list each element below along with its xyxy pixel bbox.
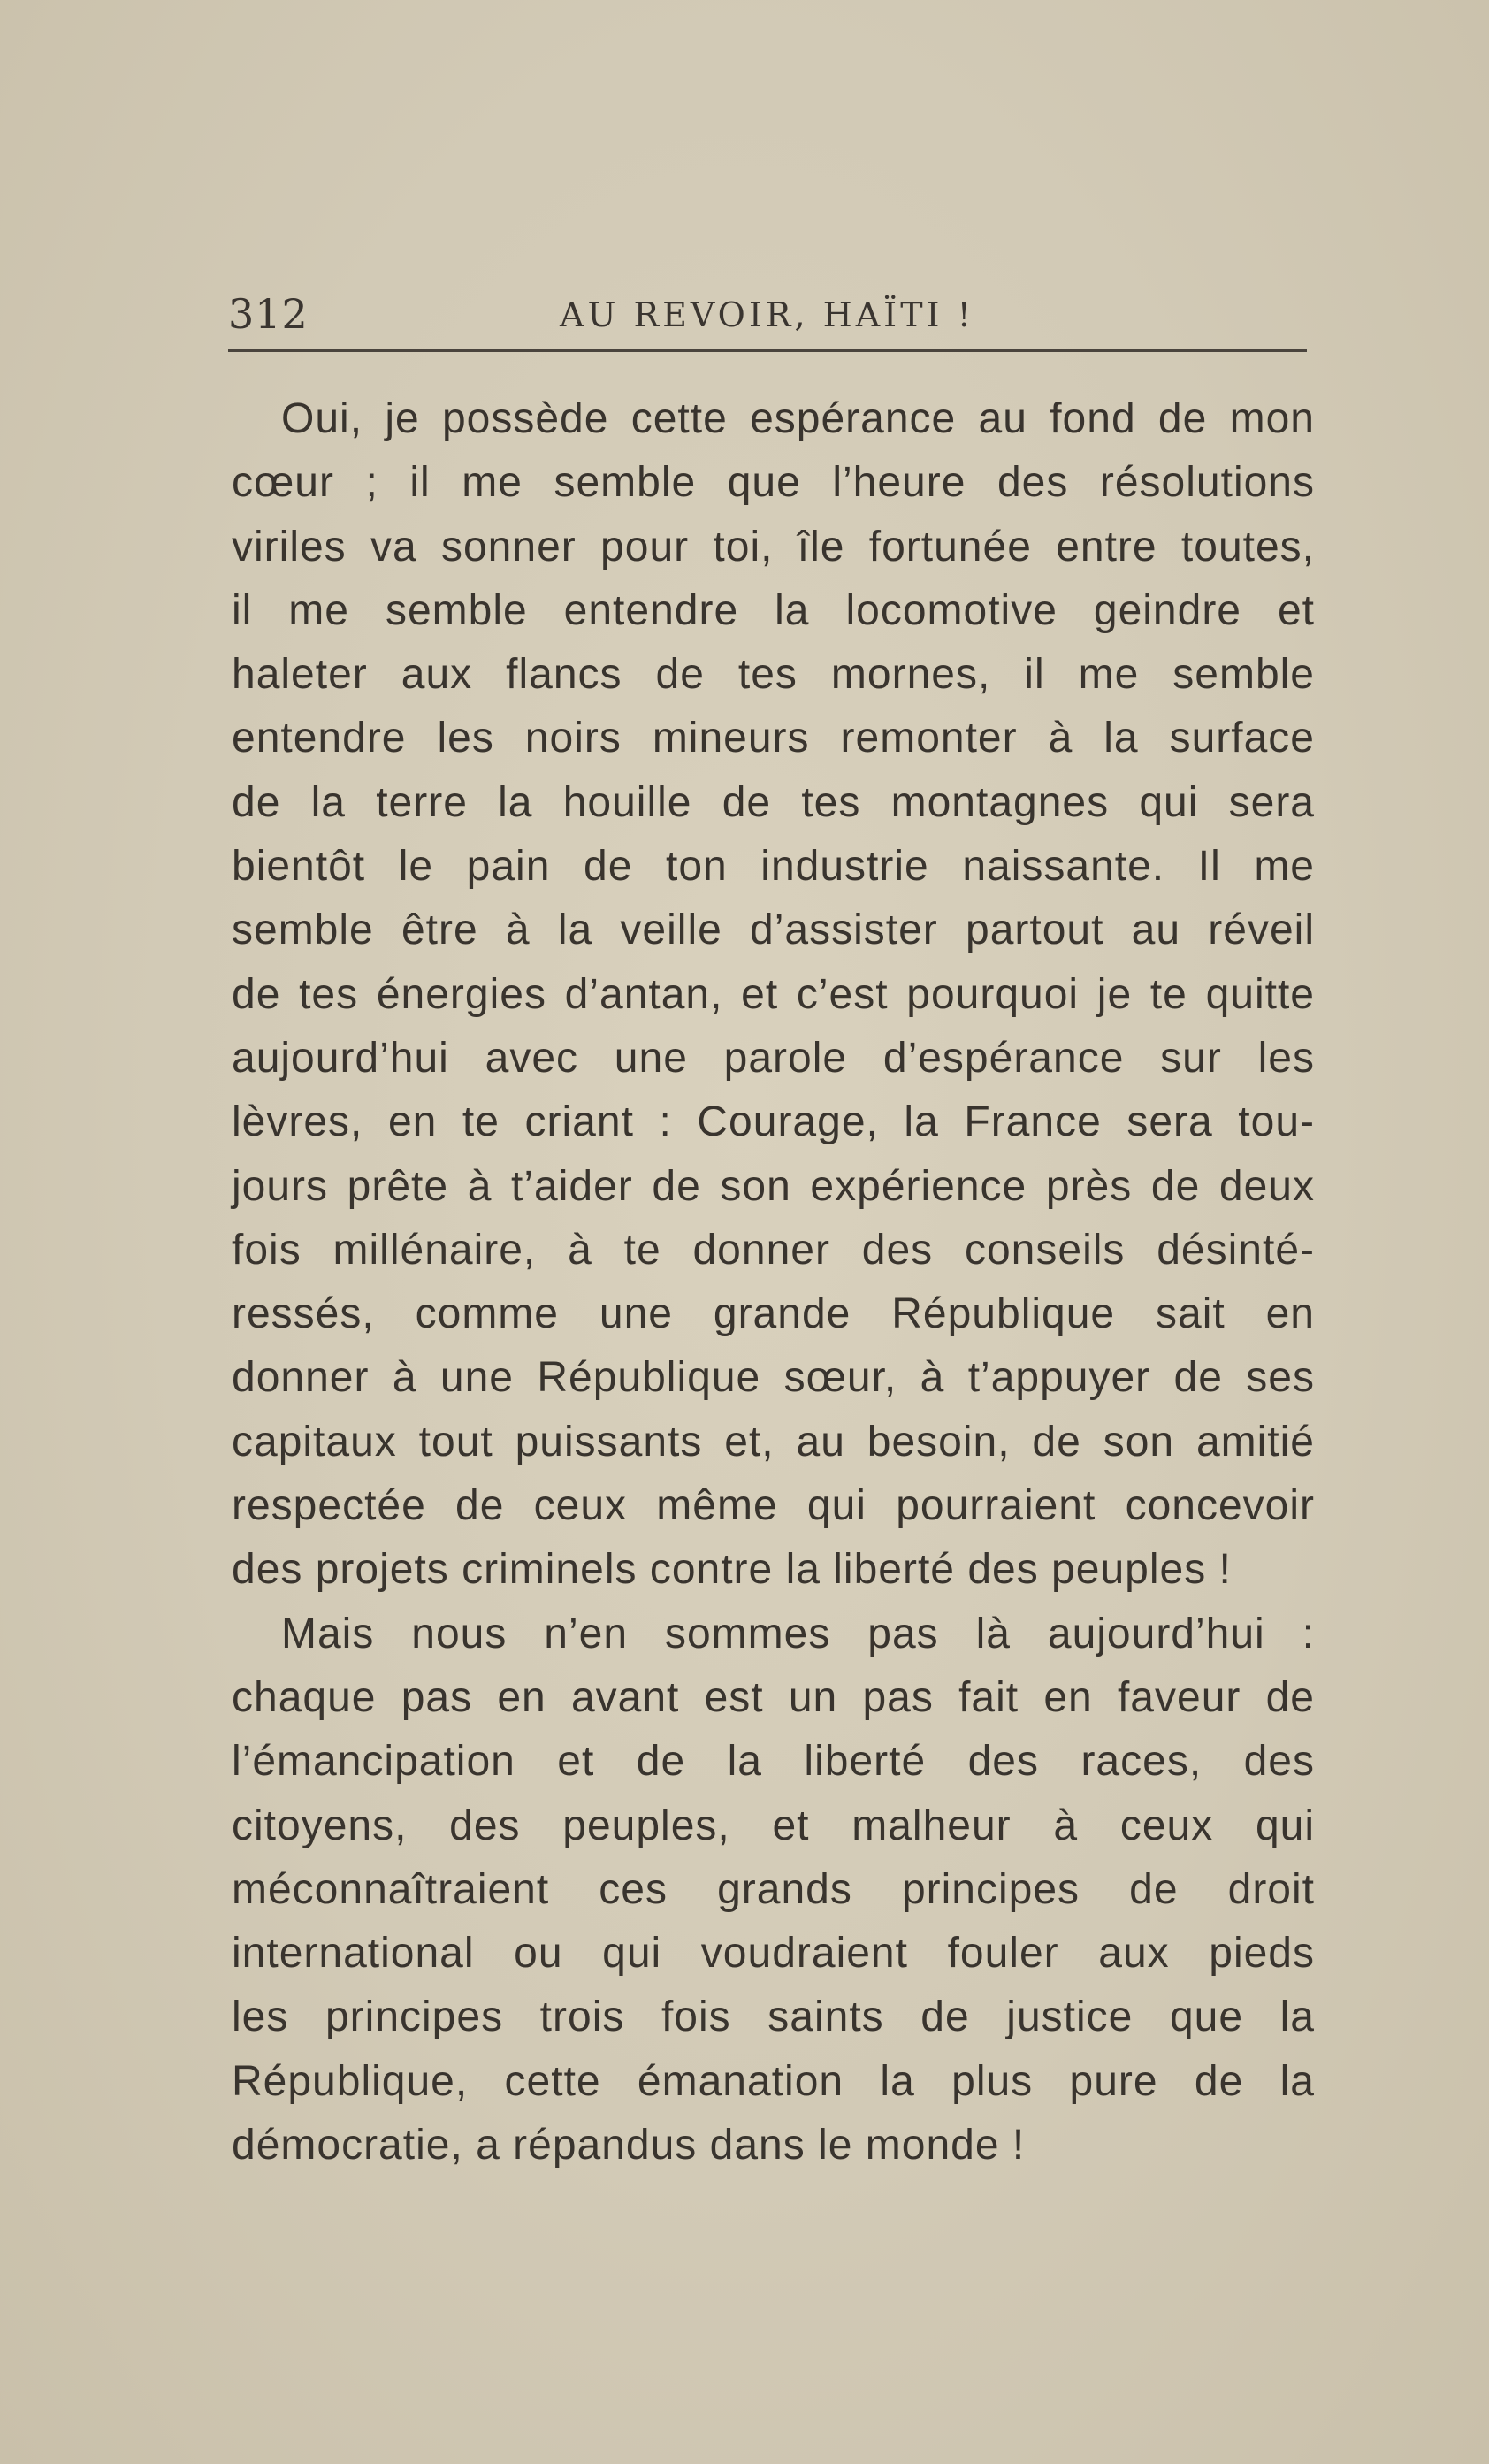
text-line: des projets criminels contre la liberté des peuples ! [232, 1546, 1232, 1594]
text-line: méconnaîtraient ces grands principes de droit [232, 1865, 1315, 1913]
running-title: AU REVOIR, HAÏTI ! [560, 295, 974, 334]
text-line: aujourd’hui avec une parole d’espérance sur les [232, 1034, 1315, 1082]
text-line: haleter aux flancs de tes mornes, il me semble [232, 651, 1315, 699]
text-line: démocratie, a répandus dans le monde ! [232, 2122, 1026, 2169]
text-line: capitaux tout puissants et, au besoin, de son amitié [232, 1418, 1315, 1465]
text-line: entendre les noirs mineurs remonter à la surface [232, 715, 1315, 762]
text-line: les principes trois fois saints de justice que la [232, 1993, 1315, 2041]
header-rule [228, 349, 1307, 352]
text-line: cœur ; il me semble que l’heure des résolutions [232, 459, 1315, 507]
text-line: l’émancipation et de la liberté des races, des [232, 1738, 1315, 1786]
text-line: de tes énergies d’antan, et c’est pourquoi je te quitte [232, 970, 1315, 1018]
text-line: chaque pas en avant est un pas fait en faveur de [232, 1673, 1315, 1721]
text-line: Mais nous n’en sommes pas là aujourd’hui : [281, 1610, 1315, 1657]
body-text [232, 387, 1315, 2177]
text-line: donner à une République sœur, à t’appuyer de ses [232, 1354, 1315, 1402]
text-line: il me semble entendre la locomotive geindre et [232, 586, 1315, 634]
text-line: de la terre la houille de tes montagnes qui sera [232, 778, 1315, 826]
text-line: semble être à la veille d’assister partout au réveil [232, 907, 1315, 954]
text-line: Oui, je possède cette espérance au fond de mon [281, 395, 1315, 442]
text-line: République, cette émanation la plus pure de la [232, 2057, 1315, 2105]
text-line: ressés, comme une grande République sait en [232, 1290, 1315, 1338]
text-line: lèvres, en te criant : Courage, la France sera tou- [232, 1098, 1315, 1146]
text-line: viriles va sonner pour toi, île fortunée entre toutes, [232, 523, 1315, 570]
text-line: international ou qui voudraient fouler aux pieds [232, 1930, 1315, 1978]
page-header [228, 285, 1307, 356]
text-line: respectée de ceux même qui pourraient concevoir [232, 1482, 1315, 1530]
text-line: citoyens, des peuples, et malheur à ceux qui [232, 1802, 1315, 1849]
text-line: fois millénaire, à te donner des conseils désinté- [232, 1226, 1315, 1274]
text-line: jours prête à t’aider de son expérience près de deux [232, 1162, 1315, 1210]
page-number: 312 [228, 290, 309, 338]
text-line: bientôt le pain de ton industrie naissante. Il me [232, 843, 1315, 891]
